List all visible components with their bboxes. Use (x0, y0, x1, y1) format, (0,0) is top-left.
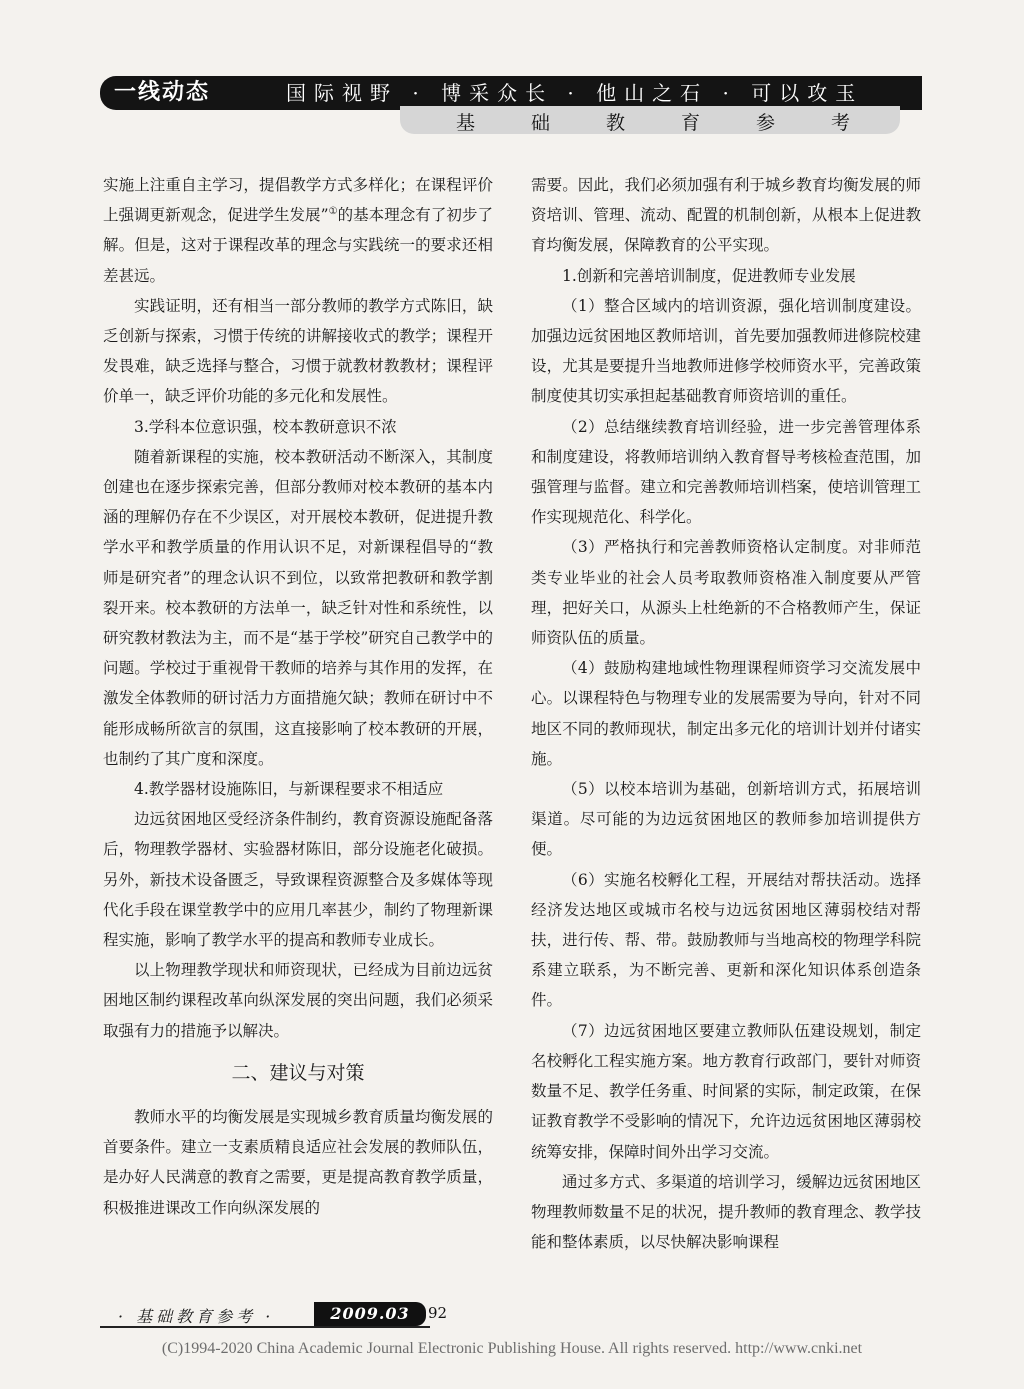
paragraph: 3.学科本位意识强，校本教研意识不浓 (134, 417, 397, 436)
paragraph: （3）严格执行和完善教师资格认定制度。对非师范类专业毕业的社会人员考取教师资格准入制度要从严管理，把好关口，从源头上杜绝新的不合格教师产生，保证师资队伍的质量。 (531, 538, 921, 648)
paragraph (103, 170, 493, 291)
header-banner (100, 76, 922, 134)
paragraph: 边远贫困地区受经济条件制约，教育资源设施配备落后，物理教学器材、实验器材陈旧，部分设施老化破损。另外，新技术设备匮乏，导致课程资源整合及多媒体等现代化手段在课堂教学中的应用几率甚少，制约了物理新课程实施，影响了教学水平的提高和教师专业成长。 (103, 810, 493, 950)
paragraph: 教师水平的均衡发展是实现城乡教育质量均衡发展的首要条件。建立一支素质精良适应社会发展的教师队伍，是办好人民满意的教育之需要，更是提高教育教学质量，积极推进课改工作向纵深发展的 (103, 1107, 493, 1217)
paragraph-text: 的基本理念有了初步了解。但是，这对于课程改革的理念与实践统一的要求还相差甚远。 (103, 206, 493, 285)
paragraph: 以上物理教学现状和师资现状，已经成为目前边远贫困地区制约课程改革向纵深发展的突出问题，我们必须采取强有力的措施予以解决。 (103, 961, 493, 1040)
paragraph: 通过多方式、多渠道的培训学习，缓解边远贫困地区物理教师数量不足的状况，提升教师的教育理念、教学技能和整体素质，以尽快解决影响课程 (531, 1172, 921, 1252)
paragraph: 需要。因此，我们必须加强有利于城乡教育均衡发展的师资培训、管理、流动、配置的机制创新，从根本上促进教育均衡发展，保障教育的公平实现。 (531, 176, 921, 255)
paragraph: 1.创新和完善培训制度，促进教师专业发展 (562, 266, 856, 285)
paragraph: （1）整合区域内的培训资源，强化培训制度建设。加强边远贫困地区教师培训，首先要加强教师进修院校建设，尤其是要提升当地教师进修学校师资水平，完善政策制度使其切实承担起基础教育师资培训的重任。 (531, 296, 921, 406)
paragraph-text: 实施上注重自主学习，提倡教学方式多样化；在课程评价上强调更新观念，促进学生发展” (103, 176, 493, 225)
footer-journal-name: · 基础教育参考 · (118, 1307, 275, 1326)
left-column (103, 170, 493, 1223)
paragraph: （4）鼓励构建地域性物理课程师资学习交流发展中心。以课程特色与物理专业的发展需要为导向，针对不同地区不同的教师现状，制定出多元化的培训计划并付诸实施。 (531, 659, 921, 768)
paragraph: （5）以校本培训为基础，创新培训方式，拓展培训渠道。尽可能的为边远贫困地区的教师参加培训提供方便。 (531, 780, 921, 859)
paragraph: （6）实施名校孵化工程，开展结对帮扶活动。选择经济发达地区或城市名校与边远贫困地区薄弱校结对帮扶，进行传、帮、带。鼓励教师与当地高校的物理学科院系建立联系，为不断完善、更新和深化知识体系创造条件。 (531, 870, 921, 1010)
right-column (531, 170, 921, 1257)
copyright-notice: (C)1994-2020 China Academic Journal Electronic Publishing House. All rights reserved. http://www.cnki.net (161, 1340, 863, 1357)
paragraph: 4.教学器材设施陈旧，与新课程要求不相适应 (134, 780, 444, 799)
page-number: 92 (428, 1304, 448, 1322)
journal-band (400, 106, 907, 134)
paragraph: （7）边远贫困地区要建立教师队伍建设规划，制定名校孵化工程实施方案。地方教育行政部门，要针对师资数量不足、教学任务重、时间紧的实际，制定政策，在保证教育教学不受影响的情况下，允许边远贫困地区薄弱校统筹安排，保障时间外出学习交流。 (531, 1021, 921, 1161)
column-tag: 一线动态 (114, 80, 211, 105)
header-slogan: 国际视野 · 博采众长 · 他山之石 · 可以攻玉 (286, 81, 864, 105)
section-heading: 二、建议与对策 (231, 1061, 365, 1084)
page-footer (100, 1300, 460, 1334)
paragraph: 随着新课程的实施，校本教研活动不断深入，其制度创建也在逐步探索完善，但部分教师对校本教研的基本内涵的理解仍存在不少误区，对开展校本教研，促进提升教学水平和教学质量的作用认识不足，对新课程倡导的“教师是研究者”的理念认识不到位，以致常把教研和教学割裂开来。校本教研的方法单一，缺乏针对性和系统性，以研究教材教法为主，而不是“基于学校”研究自己教学中的问题。学校过于重视骨干教师的培养与其作用的发挥，在激发全体教师的研讨活力方面措施欠缺；教师在研讨中不能形成畅所欲言的氛围，这直接影响了校本教研的开展，也制约了其广度和深度。 (103, 447, 493, 768)
paragraph: 实践证明，还有相当一部分教师的教学方式陈旧，缺乏创新与探索，习惯于传统的讲解接收式的教学；课程开发畏难，缺乏选择与整合，习惯于就教材教教材；课程评价单一，缺乏评价功能的多元化和发展性。 (103, 296, 493, 406)
footer-issue-date: 2009.03 (330, 1304, 410, 1323)
paragraph: （2）总结继续教育培训经验，进一步完善管理体系和制度建设，将教师培训纳入教育督导考核检查范围，加强管理与监督。建立和完善教师培训档案，使培训管理工作实现规范化、科学化。 (531, 417, 921, 527)
footnote-marker: ① (328, 206, 338, 218)
journal-band-text: 基础教育参考 (456, 112, 907, 134)
